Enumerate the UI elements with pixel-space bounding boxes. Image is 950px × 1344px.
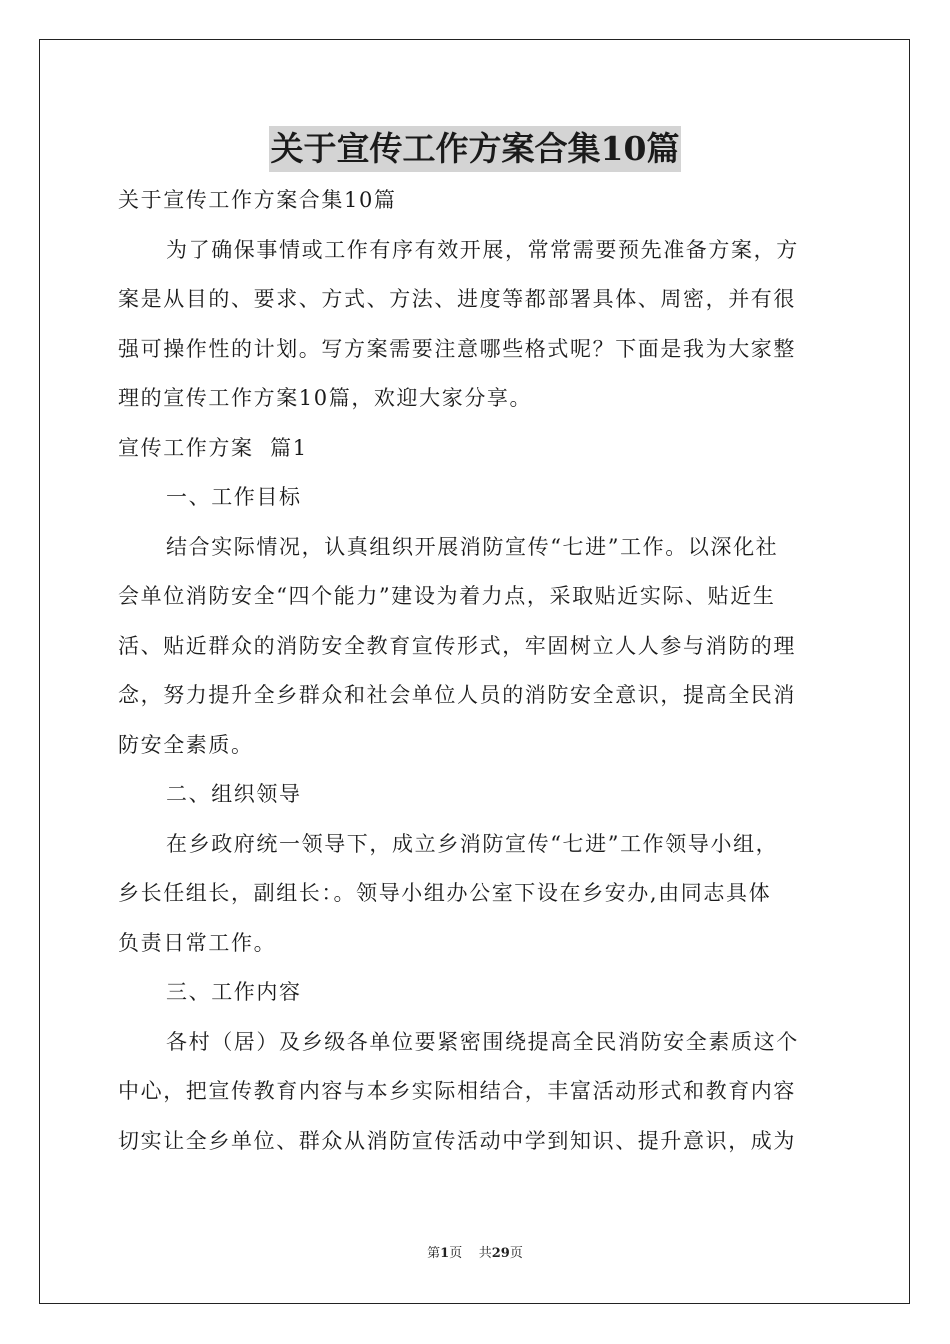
title-container	[0, 126, 950, 172]
subsection-heading: 二、组织领导	[166, 782, 302, 806]
total-label-suffix: 页	[509, 1246, 523, 1261]
paragraph-line: 各村（居）及乡级各单位要紧密围绕提高全民消防安全素质这个	[166, 1029, 799, 1054]
total-label-prefix: 共	[478, 1246, 492, 1261]
paragraph-line: 切实让全乡单位、群众从消防宣传活动中学到知识、提升意识，成为	[118, 1128, 796, 1153]
page-footer	[0, 1244, 950, 1264]
paragraph-line: 为了确保事情或工作有序有效开展，常常需要预先准备方案，方	[166, 237, 799, 262]
page-number: 1	[440, 1246, 450, 1261]
paragraph-line: 理的宣传工作方案10篇，欢迎大家分享。	[118, 386, 533, 410]
paragraph-line: 防安全素质。	[118, 732, 254, 757]
paragraph-line: 会单位消防安全“四个能力”建设为着力点，采取贴近实际、贴近生	[118, 584, 776, 608]
paragraph-line: 案是从目的、要求、方式、方法、进度等都部署具体、周密，并有很	[118, 287, 796, 311]
document-title: 关于宣传工作方案合集10篇	[269, 126, 682, 172]
total-pages: 29	[491, 1246, 510, 1261]
paragraph-line: 结合实际情况，认真组织开展消防宣传“七进”工作。以深化社	[166, 534, 779, 559]
document-body	[118, 176, 834, 1166]
page-label-prefix: 第	[427, 1246, 441, 1261]
section-heading: 宣传工作方案 篇1	[118, 435, 308, 460]
subsection-heading: 三、工作内容	[166, 980, 302, 1004]
paragraph-line: 念，努力提升全乡群众和社会单位人员的消防安全意识，提高全民消	[118, 683, 796, 707]
paragraph-line: 活、贴近群众的消防安全教育宣传形式，牢固树立人人参与消防的理	[118, 633, 796, 658]
paragraph-line: 负责日常工作。	[118, 930, 277, 955]
paragraph-line: 在乡政府统一领导下，成立乡消防宣传“七进”工作领导小组，	[166, 831, 779, 856]
subtitle-line: 关于宣传工作方案合集10篇	[118, 188, 397, 212]
page-label-suffix: 页	[449, 1246, 463, 1261]
paragraph-line: 中心，把宣传教育内容与本乡实际相结合，丰富活动形式和教育内容	[118, 1079, 796, 1103]
paragraph-line: 乡长任组长，副组长：。领导小组办公室下设在乡安办,由同志具体	[118, 881, 772, 905]
subsection-heading: 一、工作目标	[166, 485, 302, 509]
paragraph-line: 强可操作性的计划。写方案需要注意哪些格式呢？下面是我为大家整	[118, 336, 796, 361]
